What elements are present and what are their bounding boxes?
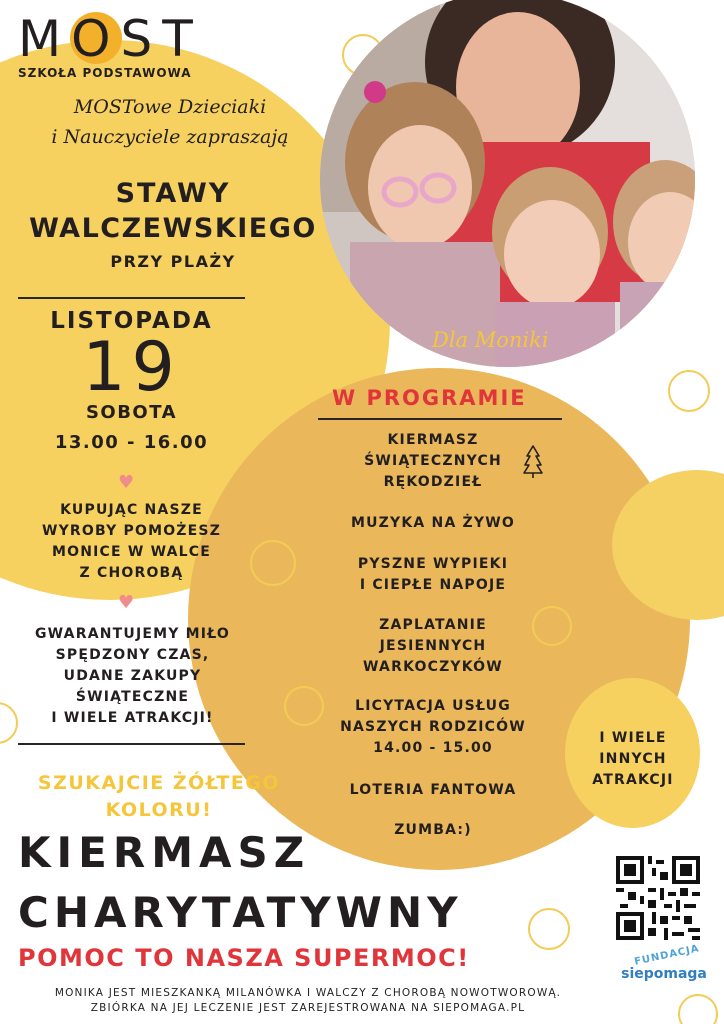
slogan: POMOC TO NASZA SUPERMOC! [18, 944, 470, 972]
program-item [318, 430, 548, 493]
decor-ring [668, 370, 710, 412]
photo-illustration [320, 0, 695, 367]
invite-line-1: MOSTowe Dzieciaki [73, 96, 267, 118]
program-title-underline [318, 418, 562, 420]
headline-line-1: KIERMASZ [18, 828, 311, 877]
invite-line-2: i Nauczyciele zapraszają [51, 126, 289, 148]
program-item [318, 696, 548, 759]
location-line-1: STAWY [115, 178, 231, 209]
program-item-line: PYSZNE WYPIEKI [357, 556, 509, 572]
logo-brand: MOST [18, 10, 203, 68]
program-item-line: JESIENNYCH [379, 638, 487, 654]
guarantee-line: GWARANTUJEMY MIŁO [34, 626, 231, 642]
more-line: INNYCH [599, 751, 667, 767]
decor-ring [678, 994, 718, 1024]
footer-line: ZBIÓRKA NA JEJ LECZENIE JEST ZAREJESTROWANA NA SIEPOMAGA.PL [90, 1002, 526, 1014]
logo-school-label: SZKOŁA PODSTAWOWA [18, 66, 192, 80]
footer-text [8, 986, 608, 1016]
program-item-line: LICYTACJA USŁUG [355, 698, 511, 714]
footer-line: MONIKA JEST MIESZKANKĄ MILANÓWKA I WALCZY Z CHOROBĄ NOWOTWOROWĄ. [54, 987, 562, 999]
program-item-line: ŚWIĄTECZNYCH [364, 453, 502, 469]
guarantee-message [10, 624, 255, 729]
program-item-line: ZAPLATANIE [379, 617, 487, 633]
program-item [318, 780, 548, 801]
photo-caption: Dla Moniki [432, 328, 549, 352]
heart-icon: ♥ [118, 592, 135, 613]
yellow-hint-line: KOLORU! [105, 799, 213, 821]
buy-line: Z CHOROBĄ [79, 565, 184, 581]
program-item-line: NASZYCH RODZICÓW [340, 719, 526, 735]
program-item [318, 554, 548, 596]
foundation-name: siepomaga [621, 966, 707, 982]
date-weekday: SOBOTA [85, 402, 178, 423]
yellow-hint [0, 770, 318, 824]
buy-message [18, 500, 245, 584]
program-item-line: KIERMASZ [387, 432, 479, 448]
program-item [318, 615, 548, 678]
siepomaga-logo [618, 943, 710, 986]
divider-bottom [18, 743, 245, 745]
program-item [318, 820, 548, 841]
buy-line: MONICE W WALCE [52, 544, 211, 560]
qr-code-icon [616, 856, 700, 940]
decor-ring [528, 908, 570, 950]
program-item-line: LOTERIA FANTOWA [349, 782, 517, 798]
divider-top [18, 297, 245, 299]
more-line: I WIELE [599, 730, 667, 746]
more-line: ATRAKCJI [592, 772, 674, 788]
guarantee-line: UDANE ZAKUPY [63, 668, 202, 684]
program-item-line: 14.00 - 15.00 [373, 740, 493, 756]
date-month: LISTOPADA [50, 308, 213, 334]
yellow-hint-line: SZUKAJCIE ŻÓŁTEGO [37, 772, 281, 794]
guarantee-line: SPĘDZONY CZAS, [55, 647, 210, 663]
foundation-label: FUNDACJA [633, 943, 701, 968]
buy-line: WYROBY POMOŻESZ [41, 523, 222, 539]
family-photo [320, 0, 695, 367]
program-item-line: RĘKODZIEŁ [383, 474, 483, 490]
heart-icon: ♥ [118, 472, 135, 493]
location-line-2: WALCZEWSKIEGO [29, 213, 317, 244]
guarantee-line: ŚWIĄTECZNE [75, 689, 190, 705]
date-hours: 13.00 - 16.00 [54, 432, 209, 453]
buy-line: KUPUJĄC NASZE [60, 502, 203, 518]
program-item-line: ZUMBA:) [394, 822, 472, 838]
program-title: W PROGRAMIE [332, 386, 527, 410]
program-item-line: I CIEPŁE NAPOJE [359, 577, 507, 593]
program-item-line: WARKOCZYKÓW [363, 659, 503, 675]
decor-ring [250, 540, 296, 586]
guarantee-line: I WIELE ATRAKCJI! [51, 710, 214, 726]
location-line-3: PRZY PLAŻY [110, 252, 236, 271]
program-item [318, 513, 548, 534]
date-day: 19 [82, 328, 181, 407]
christmas-tree-icon [522, 444, 544, 480]
program-item-line: MUZYKA NA ŻYWO [350, 515, 515, 531]
headline-line-2: CHARYTATYWNY [18, 888, 463, 937]
more-attractions [568, 728, 698, 791]
